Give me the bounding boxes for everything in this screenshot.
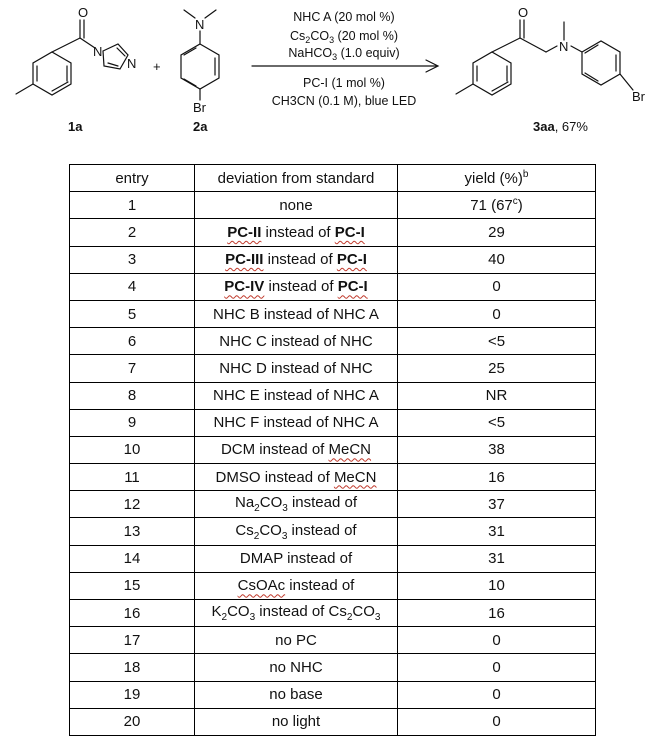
deviation-text: Cs [235, 521, 254, 539]
table-row [70, 464, 596, 491]
deviation-text: instead of [264, 278, 338, 296]
product-label-line [533, 119, 588, 134]
yield-cell [398, 273, 596, 300]
deviation-text: none [279, 196, 313, 214]
deviation-text: CO [259, 521, 282, 539]
condition-line-1: NHC A (20 mol %) [293, 10, 395, 24]
deviation-cell [195, 545, 398, 572]
yield-value: 0 [492, 686, 501, 704]
table-row [70, 600, 596, 627]
deviation-text: CsOAc [237, 577, 286, 595]
deviation-cell [195, 600, 398, 627]
table-row [70, 409, 596, 436]
table-row [70, 572, 596, 599]
atom-label: N [127, 56, 137, 71]
yield-value: 0 [492, 278, 501, 296]
deviation-text: PC-III [225, 251, 264, 269]
entry-cell: 16 [70, 600, 195, 627]
yield-cell [398, 219, 596, 246]
entry-cell: 20 [70, 708, 195, 735]
optimization-table [69, 164, 596, 736]
yield-value-tail: ) [517, 197, 523, 215]
deviation-text: instead of [263, 251, 337, 269]
table-row [70, 545, 596, 572]
deviation-text: CO [259, 494, 283, 512]
deviation-cell [195, 436, 398, 463]
deviation-text: no light [271, 713, 321, 731]
yield-value: 37 [488, 495, 505, 513]
condition-text: Cs [290, 29, 306, 43]
table-row [70, 654, 596, 681]
deviation-text: NHC D instead of NHC [219, 359, 373, 377]
yield-value: 40 [488, 251, 505, 269]
deviation-text: NHC F instead of NHC A [213, 414, 379, 432]
entry-cell: 8 [70, 382, 195, 409]
deviation-cell [195, 654, 398, 681]
condition-text: (20 mol %) [334, 29, 398, 43]
entry-cell: 12 [70, 491, 195, 518]
table-row [70, 355, 596, 382]
footnote-marker: c [512, 196, 518, 208]
table-row [70, 219, 596, 246]
entry-cell: 13 [70, 518, 195, 545]
entry-cell: 7 [70, 355, 195, 382]
entry-cell: 18 [70, 654, 195, 681]
deviation-cell [195, 518, 398, 545]
deviation-text: no NHC [269, 658, 323, 676]
yield-value: 10 [488, 577, 505, 595]
yield-value: <5 [487, 414, 506, 432]
deviation-cell [195, 708, 398, 735]
deviation-text: NHC E instead of NHC A [213, 387, 379, 405]
atom-label: N [195, 17, 205, 32]
deviation-text: DCM instead of [220, 441, 329, 459]
condition-subscript: 3 [329, 35, 335, 45]
entry-cell: 5 [70, 300, 195, 327]
deviation-text: MeCN [333, 468, 377, 486]
entry-cell: 3 [70, 246, 195, 273]
deviation-cell [195, 246, 398, 273]
table-row [70, 436, 596, 463]
yield-value: 0 [492, 713, 501, 731]
yield-cell [398, 600, 596, 627]
deviation-text: PC-I [336, 251, 367, 269]
subscript: 3 [249, 612, 256, 624]
deviation-text: instead of Cs [255, 603, 347, 621]
entry-cell: 10 [70, 436, 195, 463]
condition-line-4: PC-I (1 mol %) [303, 76, 385, 90]
atom-label: O [78, 5, 89, 20]
yield-cell [398, 246, 596, 273]
reactant-1a-label: 1a [68, 119, 83, 134]
deviation-cell [195, 219, 398, 246]
deviation-text: DMAP instead of [239, 550, 353, 568]
header-deviation: deviation from standard [195, 165, 398, 192]
yield-value: <5 [487, 332, 506, 350]
condition-line-2 [290, 29, 398, 45]
table-row [70, 681, 596, 708]
deviation-text: Na [234, 494, 255, 512]
table-row [70, 300, 596, 327]
table-row [70, 627, 596, 654]
deviation-text: PC-I [337, 278, 368, 296]
yield-cell [398, 436, 596, 463]
deviation-cell [195, 681, 398, 708]
deviation-text: instead of [287, 521, 357, 539]
deviation-cell [195, 382, 398, 409]
deviation-text: PC-IV [224, 278, 265, 296]
entry-cell: 11 [70, 464, 195, 491]
yield-cell [398, 681, 596, 708]
table-row [70, 246, 596, 273]
deviation-text: instead of [261, 223, 335, 241]
subscript: 3 [374, 612, 381, 624]
footnote-marker: b [522, 169, 529, 181]
table-row [70, 273, 596, 300]
yield-value: 38 [488, 441, 505, 459]
subscript: 3 [281, 530, 288, 542]
yield-value: 31 [488, 523, 505, 541]
yield-cell [398, 654, 596, 681]
subscript: 2 [221, 612, 228, 624]
plus-sign: + [153, 59, 161, 74]
deviation-text: no base [269, 686, 323, 704]
deviation-text: DMSO instead of [215, 468, 334, 486]
reactant-2a-substituent: Br [193, 100, 206, 115]
entry-cell: 15 [70, 572, 195, 599]
subscript: 2 [254, 503, 260, 515]
yield-value: 16 [488, 604, 505, 622]
deviation-text: CO [352, 603, 375, 621]
deviation-cell [195, 464, 398, 491]
table-row [70, 382, 596, 409]
condition-line-5: CH3CN (0.1 M), blue LED [271, 94, 417, 108]
deviation-cell [195, 328, 398, 355]
entry-cell: 6 [70, 328, 195, 355]
deviation-cell [195, 300, 398, 327]
condition-text: (1.0 equiv) [337, 46, 400, 60]
deviation-text: PC-II [227, 223, 262, 241]
yield-value: 29 [488, 223, 505, 241]
deviation-text: CO [227, 603, 250, 621]
condition-text: NaHCO [288, 46, 333, 60]
yield-cell [398, 328, 596, 355]
condition-line-3 [288, 46, 399, 62]
table-row [70, 192, 596, 219]
deviation-text: instead of [285, 577, 355, 595]
entry-cell: 19 [70, 681, 195, 708]
deviation-cell [195, 273, 398, 300]
yield-cell [398, 545, 596, 572]
yield-cell [398, 627, 596, 654]
yield-value: NR [485, 387, 508, 405]
entry-cell: 14 [70, 545, 195, 572]
yield-value: 71 (67 [470, 197, 513, 215]
header-entry: entry [70, 165, 195, 192]
atom-label: O [518, 5, 529, 20]
deviation-text: PC-I [334, 223, 365, 241]
yield-value: 16 [488, 468, 505, 486]
yield-cell [398, 300, 596, 327]
deviation-text: no PC [275, 631, 317, 649]
deviation-cell [195, 572, 398, 599]
entry-cell: 2 [70, 219, 195, 246]
yield-cell [398, 355, 596, 382]
yield-cell [398, 518, 596, 545]
header-yield-text: yield (%) [464, 170, 523, 188]
table-row [70, 518, 596, 545]
deviation-cell [195, 355, 398, 382]
yield-value: 0 [492, 658, 501, 676]
deviation-cell [195, 627, 398, 654]
entry-cell: 17 [70, 627, 195, 654]
yield-cell [398, 409, 596, 436]
table-row [70, 328, 596, 355]
yield-cell [398, 382, 596, 409]
reaction-scheme [0, 0, 655, 148]
table-row [70, 491, 596, 518]
product-3aa-structure [456, 20, 633, 95]
yield-cell [398, 491, 596, 518]
subscript: 2 [253, 530, 260, 542]
reactant-2a-label: 2a [193, 119, 208, 134]
entry-cell: 1 [70, 192, 195, 219]
deviation-text: K [211, 603, 222, 621]
product-yield: , 67% [554, 119, 588, 134]
product-substituent: Br [632, 89, 645, 104]
deviation-text: NHC B instead of NHC A [213, 305, 379, 323]
subscript: 3 [282, 503, 288, 515]
yield-value: 31 [488, 550, 505, 568]
yield-value: 0 [492, 305, 501, 323]
deviation-cell [195, 491, 398, 518]
yield-cell [398, 192, 596, 219]
table-row [70, 708, 596, 735]
atom-label: N [93, 44, 103, 59]
deviation-text: NHC C instead of NHC [219, 332, 373, 350]
entry-cell: 9 [70, 409, 195, 436]
yield-value: 25 [488, 359, 505, 377]
condition-text: CO [310, 29, 330, 43]
deviation-text: MeCN [328, 441, 372, 459]
deviation-cell [195, 192, 398, 219]
yield-cell [398, 464, 596, 491]
condition-subscript: 2 [305, 35, 311, 45]
yield-cell [398, 572, 596, 599]
condition-subscript: 3 [332, 52, 338, 62]
product-label: 3aa [533, 119, 555, 134]
yield-value: 0 [492, 631, 501, 649]
atom-label: N [559, 39, 569, 54]
deviation-cell [195, 409, 398, 436]
table-header-row [70, 165, 596, 192]
deviation-text: instead of [287, 494, 358, 512]
yield-cell [398, 708, 596, 735]
reactant-1a-structure [16, 20, 128, 95]
subscript: 2 [346, 612, 353, 624]
entry-cell: 4 [70, 273, 195, 300]
header-yield [398, 165, 596, 192]
